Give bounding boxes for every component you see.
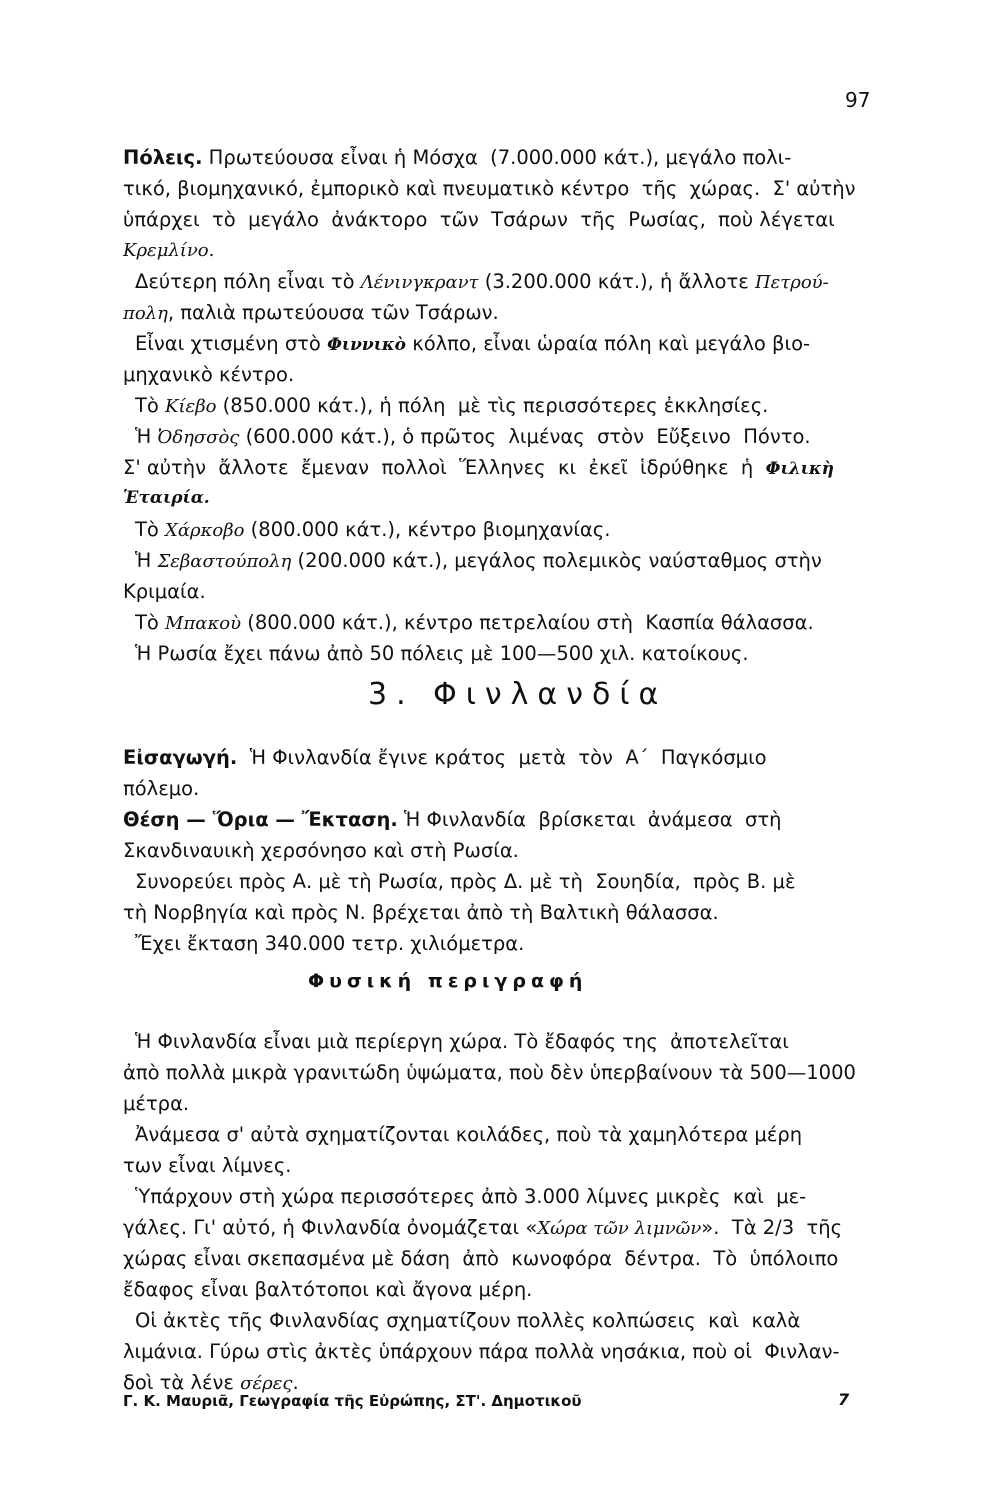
text-line: Οἱ ἀκτὲς τῆς Φινλανδίας σχηματίζουν πολλὲς κολπώσεις καὶ καλὰ — [135, 1309, 801, 1332]
text-span: Ἡ — [135, 549, 158, 572]
text-line — [123, 804, 781, 835]
text-line: Σκανδιναυικὴ χερσόνησο καὶ στὴ Ρωσία. — [123, 839, 519, 862]
place-name: Φιννικὸ — [327, 335, 406, 355]
text-line — [135, 266, 829, 297]
text-line — [135, 421, 811, 452]
text-span: ». Τὰ 2/3 τῆς — [701, 1216, 843, 1239]
city-name: Σεβαστούπολη — [157, 551, 292, 572]
text-line — [135, 390, 768, 421]
text-span: Τὸ — [135, 611, 166, 634]
city-name: Χάρκοβο — [165, 520, 245, 541]
text-line: πόλεμο. — [123, 777, 200, 800]
text-span: Ἡ — [135, 425, 158, 448]
text-span: Δεύτερη πόλη εἶναι τὸ — [135, 270, 361, 293]
text-span: , παλιὰ πρωτεύουσα τῶν Τσάρων. — [167, 301, 499, 324]
text-line: των εἶναι λίμνες. — [123, 1154, 292, 1177]
text-line — [135, 514, 610, 545]
text-line: Συνορεύει πρὸς Α. μὲ τὴ Ρωσία, πρὸς Δ. μὲ τὴ Σουηδία, πρὸς Β. μὲ — [135, 870, 796, 893]
text-line: Κρεμλίνο. — [123, 240, 215, 261]
text-span: Τὸ — [135, 394, 166, 417]
text-span: (200.000 κάτ.), μεγάλος πολεμικὸς ναύσταθμος στὴν — [291, 549, 822, 572]
footer-signature-mark: 7 — [838, 1390, 850, 1409]
text-span: Τὸ — [135, 518, 166, 541]
text-span: (800.000 κάτ.), κέντρο βιομηχανίας. — [244, 518, 611, 541]
text-span: Σ' αὐτὴν ἄλλοτε ἔμεναν πολλοὶ Ἕλληνες κι ἐκεῖ ἱδρύθηκε ἡ — [123, 456, 766, 479]
text-line: μηχανικὸ κέντρο. — [123, 363, 295, 386]
text-line: ἀπὸ πολλὰ μικρὰ γρανιτώδη ὑψώματα, ποὺ δὲν ὑπερβαίνουν τὰ 500—1000 — [123, 1061, 856, 1084]
text-span: (800.000 κάτ.), κέντρο πετρελαίου στὴ Κασπία θάλασσα. — [241, 611, 814, 634]
text-line: λιμάνια. Γύρω στὶς ἀκτὲς ὑπάρχουν πάρα πολλὰ νησάκια, ποὺ οἱ Φινλαν- — [123, 1340, 840, 1363]
city-name: Λένινγκραντ — [360, 272, 479, 293]
city-name: Μπακοὺ — [165, 613, 242, 634]
text-line — [123, 742, 767, 773]
text-line — [135, 607, 814, 638]
text-line: Ἀνάμεσα σ' αὐτὰ σχηματίζονται κοιλάδες, ποὺ τὰ χαμηλότερα μέρη — [135, 1123, 803, 1146]
text-line — [123, 452, 834, 483]
text-line — [123, 142, 791, 173]
heading-position-borders-area: Θέση — Ὅρια — Ἔκταση. — [123, 808, 398, 831]
city-name: Κίεβο — [165, 396, 217, 417]
text-line: Ἑταιρία. — [123, 488, 210, 508]
text-line: τικό, βιομηχανικό, ἐμπορικὸ καὶ πνευματικὸ κέντρο τῆς χώρας. Σ' αὐτὴν — [123, 177, 856, 200]
text-span: κόλπο, εἶναι ὡραία πόλη καὶ μεγάλο βιο- — [406, 332, 811, 355]
text-line: Ἔχει ἔκταση 340.000 τετρ. χιλιόμετρα. — [135, 932, 525, 955]
city-name: Πετρού- — [754, 272, 829, 293]
page-number: 97 — [845, 88, 871, 112]
city-name: πολη — [123, 303, 168, 324]
local-term: σέρες — [240, 1373, 293, 1394]
text-span: (600.000 κάτ.), ὁ πρῶτος λιμένας στὸν Εὔξεινο Πόντο. — [239, 425, 811, 448]
text-span: (3.200.000 κάτ.), ἡ ἄλλοτε — [478, 270, 755, 293]
text-span: γάλες. Γι' αὐτό, ἡ Φινλανδία ὀνομάζεται « — [123, 1216, 538, 1239]
text-line: Ἡ Ρωσία ἔχει πάνω ἀπὸ 50 πόλεις μὲ 100—500 χιλ. κατοίκους. — [135, 642, 749, 665]
text-line: τὴ Νορβηγία καὶ πρὸς Ν. βρέχεται ἀπὸ τὴ Βαλτικὴ θάλασσα. — [123, 901, 719, 924]
text-line: χώρας εἶναι σκεπασμένα μὲ δάση ἀπὸ κωνοφόρα δέντρα. Τὸ ὑπόλοιπο — [123, 1247, 839, 1270]
sub-heading: Φυσική περιγραφή — [308, 970, 588, 992]
city-name: Ὀδησσὸς — [157, 427, 240, 448]
text-line — [135, 545, 822, 576]
society-name: Φιλικὴ — [765, 459, 834, 479]
text-line — [135, 328, 810, 359]
heading-cities: Πόλεις. — [123, 146, 203, 169]
nickname-text: Χώρα τῶν λιμνῶν — [537, 1218, 702, 1239]
text-line: Κριμαία. — [123, 580, 206, 603]
text-line: Ὑπάρχουν στὴ χώρα περισσότερες ἀπὸ 3.000 λίμνες μικρὲς καὶ με- — [135, 1185, 807, 1208]
footer-citation: Γ. Κ. Μαυριᾶ, Γεωγραφία τῆς Εὐρώπης, ΣΤ'. Δημοτικοῦ — [123, 1392, 582, 1410]
text-line — [123, 1212, 842, 1243]
heading-introduction: Εἰσαγωγή. — [123, 746, 238, 769]
text-span: Πρωτεύουσα εἶναι ἡ Μόσχα (7.000.000 κάτ.), μεγάλο πολι- — [202, 146, 792, 169]
text-span: . — [292, 1371, 299, 1394]
text-span: (850.000 κάτ.), ἡ πόλη μὲ τὶς περισσότερες ἐκκλησίες. — [216, 394, 769, 417]
text-span: Εἶναι χτισμένη στὸ — [135, 332, 328, 355]
text-line — [123, 297, 499, 328]
text-line: Ἡ Φινλανδία εἶναι μιὰ περίεργη χώρα. Τὸ ἔδαφός της ἀποτελεῖται — [135, 1030, 789, 1053]
section-heading: 3. Φινλανδία — [368, 677, 668, 712]
text-span: δοὶ τὰ λένε — [123, 1371, 241, 1394]
text-line: μέτρα. — [123, 1092, 190, 1115]
text-span: Ἡ Φινλανδία ἔγινε κράτος μετὰ τὸν Α΄ Παγκόσμιο — [237, 746, 767, 769]
text-line: ὑπάρχει τὸ μεγάλο ἀνάκτορο τῶν Τσάρων τῆς Ρωσίας, ποὺ λέγεται — [123, 208, 835, 231]
text-line: ἔδαφος εἶναι βαλτότοποι καὶ ἄγονα μέρη. — [123, 1278, 533, 1301]
text-span: Ἡ Φινλανδία βρίσκεται ἀνάμεσα στὴ — [397, 808, 782, 831]
